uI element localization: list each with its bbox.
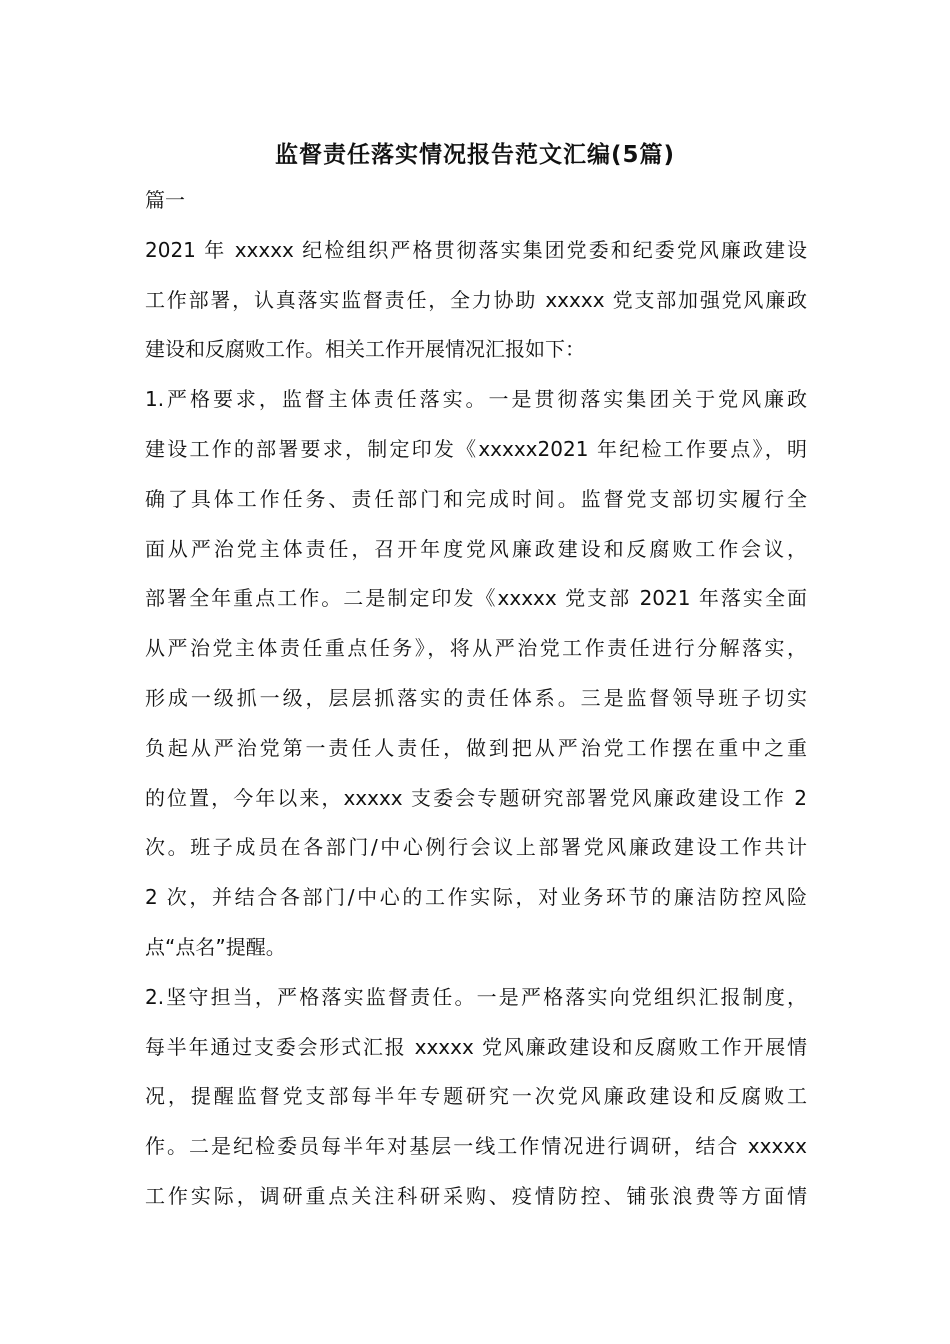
paragraph-line: 建设和反腐败工作。相关工作开展情况汇报如下：: [145, 337, 585, 362]
paragraph-line: 作。二是纪检委员每半年对基层一线工作情况进行调研，结合 xxxxx: [145, 1134, 807, 1159]
paragraph-line: 工作实际，调研重点关注科研采购、疫情防控、铺张浪费等方面情: [145, 1183, 807, 1208]
paragraph-line: 2 次，并结合各部门/中心的工作实际，对业务环节的廉洁防控风险: [145, 885, 807, 910]
paragraph-line: 工作部署，认真落实监督责任，全力协助 xxxxx 党支部加强党风廉政: [145, 287, 807, 312]
paragraph-line: 确了具体工作任务、责任部门和完成时间。监督党支部切实履行全: [145, 486, 807, 511]
paragraph-line: 点“点名”提醒。: [145, 934, 286, 959]
document-body: [145, 186, 807, 1232]
document-title: 监督责任落实情况报告范文汇编(5篇): [274, 142, 676, 168]
paragraph-line: 2021 年 xxxxx 纪检组织严格贯彻落实集团党委和纪委党风廉政建设: [145, 237, 807, 262]
section-heading: 篇一: [145, 188, 185, 212]
paragraph-line: 负起从严治党第一责任人责任，做到把从严治党工作摆在重中之重: [145, 735, 807, 760]
paragraph-line: 从严治党主体责任重点任务》，将从严治党工作责任进行分解落实，: [145, 636, 807, 661]
paragraph-line: 2.坚守担当，严格落实监督责任。一是严格落实向党组织汇报制度，: [145, 984, 807, 1009]
paragraph-line: 形成一级抓一级，层层抓落实的责任体系。三是监督领导班子切实: [145, 685, 807, 710]
paragraph-line: 次。班子成员在各部门/中心例行会议上部署党风廉政建设工作共计: [145, 835, 807, 860]
paragraph-line: 1.严格要求，监督主体责任落实。一是贯彻落实集团关于党风廉政: [145, 387, 807, 412]
paragraph-line: 建设工作的部署要求，制定印发《xxxxx2021 年纪检工作要点》，明: [145, 436, 807, 461]
paragraph-line: 每半年通过支委会形式汇报 xxxxx 党风廉政建设和反腐败工作开展情: [145, 1034, 807, 1059]
paragraph-line: 况，提醒监督党支部每半年专题研究一次党风廉政建设和反腐败工: [145, 1084, 807, 1109]
paragraph-line: 的位置，今年以来，xxxxx 支委会专题研究部署党风廉政建设工作 2: [145, 785, 807, 810]
paragraph-line: 面从严治党主体责任，召开年度党风廉政建设和反腐败工作会议，: [145, 536, 807, 561]
paragraph-line: 部署全年重点工作。二是制定印发《xxxxx 党支部 2021 年落实全面: [145, 586, 807, 611]
